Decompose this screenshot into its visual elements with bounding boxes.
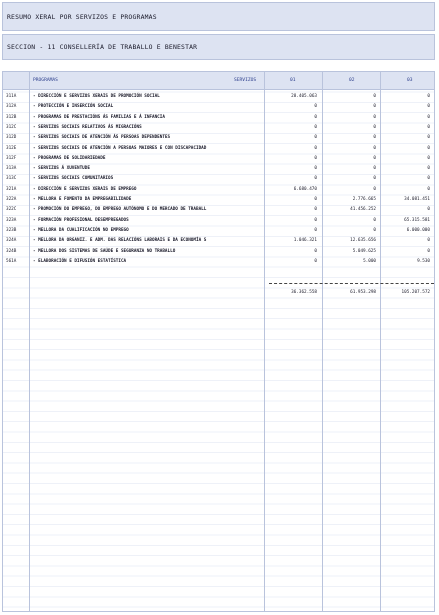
row-value-01: 0	[314, 197, 317, 202]
table-row	[3, 92, 434, 102]
row-code: 324B	[6, 248, 17, 254]
summary-table	[2, 71, 435, 612]
section-title	[2, 34, 435, 60]
row-value-03: 0	[427, 186, 430, 192]
row-value-03: 0	[427, 238, 430, 244]
row-value-02: 0	[373, 217, 376, 223]
row-value-03: 0	[427, 248, 430, 254]
row-value-02: 0	[373, 104, 376, 110]
row-description: - ELABORACIÓN E DIFUSIÓN ESTATÍSTICA	[33, 258, 127, 264]
row-value-02: 41.456.252	[350, 207, 376, 213]
row-value-02: 5.000	[363, 258, 376, 264]
row-value-02: 0	[373, 186, 376, 192]
row-value-02: 0	[373, 176, 376, 182]
row-code: 311A	[6, 94, 17, 99]
row-code: 323A	[6, 217, 17, 223]
header-col-03: 03	[407, 78, 413, 83]
row-description: - FORMACIÓN PROFESIONAL DESEMPREGADOS	[33, 217, 129, 223]
row-code: 312A	[6, 104, 17, 110]
row-value-02: 0	[373, 124, 376, 130]
row-description: - DIRECCIÓN E SERVIZOS XERAIS DE PROMOCIÓN SOCIAL	[33, 94, 160, 99]
table-row	[3, 216, 434, 226]
row-code: 312B	[6, 114, 17, 120]
table-row	[3, 133, 434, 143]
row-value-02: 0	[373, 166, 376, 172]
row-value-01: 28.405.063	[291, 94, 317, 99]
row-value-01: 6.680.470	[293, 186, 317, 192]
table-row	[3, 195, 434, 205]
table-header	[3, 72, 434, 90]
row-value-03: 0	[427, 94, 430, 99]
table-row	[3, 164, 434, 174]
row-description: - PROMOCIÓN DO EMPREGO, DO EMPREGO AUTÓNOMO E DO MERCADO DE TRABALL	[33, 207, 207, 213]
row-description: - SERVIZOS Á XUVENTUDE	[33, 166, 90, 172]
row-description: - SERVIZOS SOCIAIS DE ATENCIÓN ÁS PERSOAS DEPENDENTES	[33, 135, 171, 141]
row-code: 312F	[6, 155, 17, 161]
row-value-02: 0	[373, 145, 376, 151]
row-value-01: 0	[314, 258, 317, 264]
row-description: - DIRECCIÓN E SERVIZOS XERAIS DE EMPREGO	[33, 186, 137, 192]
row-code: 313A	[6, 166, 17, 172]
row-value-01: 0	[314, 145, 317, 151]
row-value-01: 0	[314, 166, 317, 172]
row-description: - SERVIZOS SOCIAIS DE ATENCIÓN A PERSOAS MAIORES E CON DISCAPACIDAD	[33, 145, 207, 151]
table-row	[3, 174, 434, 184]
row-value-01: 0	[314, 217, 317, 223]
row-value-03: 0	[427, 124, 430, 130]
row-value-01: 0	[314, 248, 317, 254]
table-row	[3, 247, 434, 257]
row-description: - PROGRAMAS DE PRESTACIÓNS ÁS FAMILIAS E Á INFANCIA	[33, 114, 165, 120]
row-code: 322A	[6, 197, 17, 202]
row-code: 313C	[6, 176, 17, 182]
header-servizos: SERVIZOS	[234, 78, 257, 83]
table-row	[3, 226, 434, 236]
header-programas: PROGRAMAS	[33, 78, 58, 83]
row-description: - MELLORA DA CUALIFICACIÓN NO EMPREGO	[33, 227, 129, 233]
table-row	[3, 236, 434, 246]
row-value-03: 0	[427, 166, 430, 172]
table-row	[3, 154, 434, 164]
row-value-03: 0	[427, 135, 430, 141]
row-value-01: 0	[314, 207, 317, 213]
total-col-01: 36.362.558	[291, 290, 317, 295]
table-row	[3, 185, 434, 195]
row-value-02: 0	[373, 114, 376, 120]
row-code: 312C	[6, 124, 17, 130]
totals-row	[3, 288, 434, 298]
row-value-01: 0	[314, 135, 317, 141]
row-code: 312E	[6, 145, 17, 151]
row-value-03: 9.530	[417, 258, 430, 264]
row-value-01: 0	[314, 155, 317, 161]
total-col-02: 61.953.298	[350, 290, 376, 295]
table-row	[3, 257, 434, 267]
row-value-02: 12.635.656	[350, 238, 376, 244]
row-description: - MELLORA E FOMENTO DA EMPREGABILIDADE	[33, 197, 132, 202]
row-value-02: 0	[373, 135, 376, 141]
row-value-03: 0	[427, 207, 430, 213]
row-value-01: 0	[314, 124, 317, 130]
row-value-01: 0	[314, 227, 317, 233]
row-value-03: 65.315.581	[404, 217, 430, 223]
totals-separator	[269, 283, 434, 284]
row-value-03: 0	[427, 145, 430, 151]
row-value-02: 2.776.665	[352, 197, 376, 202]
row-description: - PROGRAMAS DE SOLIDARIEDADE	[33, 155, 106, 161]
row-value-01: 0	[314, 104, 317, 110]
row-code: 324A	[6, 238, 17, 244]
row-description: - SERVIZOS SOCIAIS COMUNITARIOS	[33, 176, 114, 182]
row-value-02: 0	[373, 94, 376, 99]
row-value-01: 1.046.321	[293, 238, 317, 244]
table-row	[3, 144, 434, 154]
row-code: 322C	[6, 207, 17, 213]
section-title-text: SECCION - 11 CONSELLERÍA DE TRABALLO E BENESTAR	[7, 43, 198, 51]
row-description: - SERVIZOS SOCIAIS RELATIVOS ÁS MIGRACIÓNS	[33, 124, 142, 130]
row-value-01: 0	[314, 176, 317, 182]
total-col-03: 105.207.572	[401, 290, 430, 295]
table-row	[3, 123, 434, 133]
row-value-03: 0	[427, 114, 430, 120]
row-code: 321A	[6, 186, 17, 192]
row-value-03: 6.000.000	[406, 227, 430, 233]
row-value-02: 0	[373, 155, 376, 161]
row-value-02: 5.049.625	[352, 248, 376, 254]
row-value-03: 0	[427, 155, 430, 161]
row-value-03: 0	[427, 176, 430, 182]
row-value-01: 0	[314, 114, 317, 120]
row-description: - PROTECCIÓN E INSERCIÓN SOCIAL	[33, 104, 114, 110]
row-code: 323B	[6, 227, 17, 233]
header-col-01: 01	[290, 78, 296, 83]
table-row	[3, 205, 434, 215]
row-code: 312D	[6, 135, 17, 141]
row-value-03: 0	[427, 104, 430, 110]
table-row	[3, 113, 434, 123]
row-code: 561A	[6, 258, 17, 264]
row-description: - MELLORA DA ORGANIZ. E ADM. DAS RELACIÓNS LABORAIS E DA ECONOMÍA S	[33, 238, 207, 244]
row-value-02: 0	[373, 227, 376, 233]
row-description: - MELLORA DOS SISTEMAS DE SAÚDE E SEGURANZA NO TRABALLO	[33, 248, 176, 254]
table-row	[3, 102, 434, 112]
row-value-03: 34.081.451	[404, 197, 430, 202]
report-title	[2, 2, 435, 31]
report-title-text: RESUMO XERAL POR SERVIZOS E PROGRAMAS	[7, 12, 157, 21]
header-col-02: 02	[349, 78, 355, 83]
